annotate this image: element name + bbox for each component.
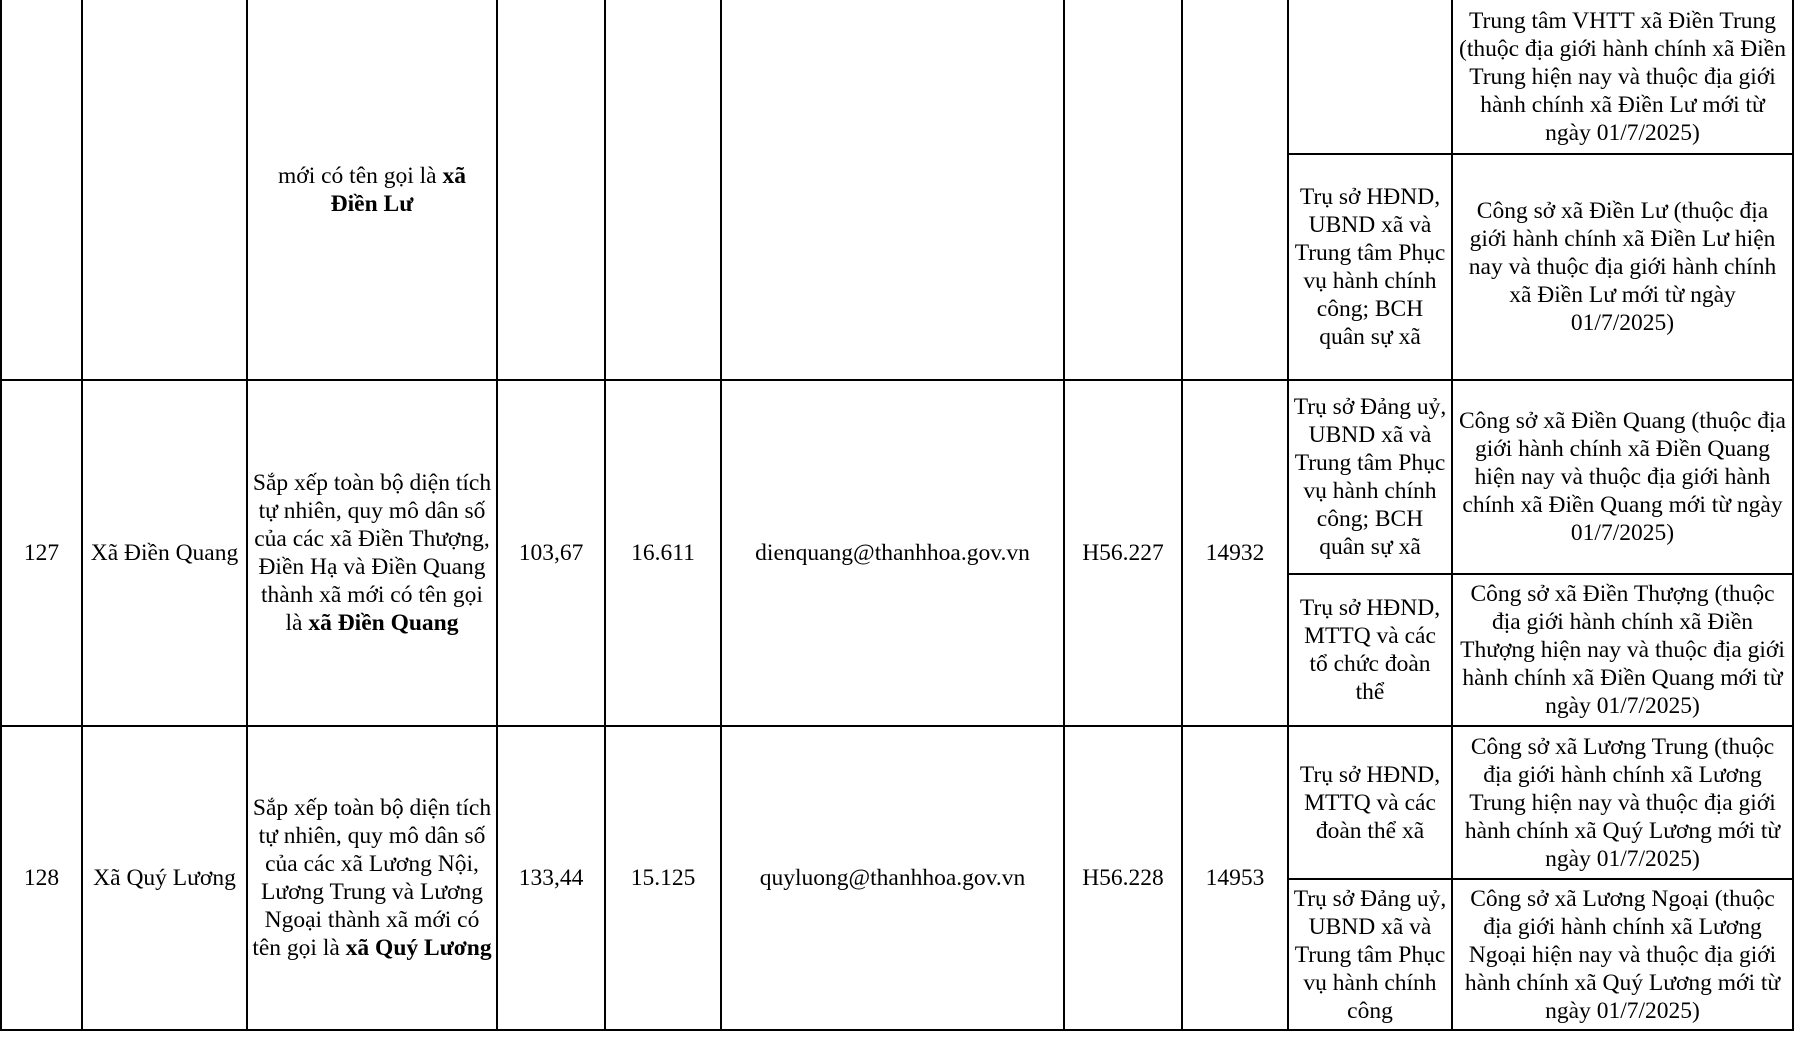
area-cell: 133,44 (497, 726, 605, 1030)
table-row (1, 726, 1793, 879)
page-bottom-margin (0, 1032, 1794, 1038)
office-location-cell: Trung tâm VHTT xã Điền Trung (thuộc địa giới hành chính xã Điền Trung hiện nay và thuộc địa giới hành chính xã Điền Lư mới từ ngày 01/7/2025) (1452, 0, 1793, 154)
table-row (1, 380, 1793, 574)
code1-cell (1064, 0, 1182, 380)
table-row (1, 0, 1793, 154)
new-name-cell: Xã Quý Lương (82, 726, 247, 1030)
email-cell: quyluong@thanhhoa.gov.vn (721, 726, 1064, 1030)
office-location-cell: Công sở xã Điền Thượng (thuộc địa giới hành chính xã Điền Thượng hiện nay và thuộc địa giới hành chính xã Điền Quang mới từ ngày 01/7/2025) (1452, 574, 1793, 726)
code2-cell: 14953 (1182, 726, 1288, 1030)
stt-cell (1, 0, 82, 380)
office-location-cell: Công sở xã Điền Quang (thuộc địa giới hành chính xã Điền Quang hiện nay và thuộc địa giới hành chính xã Điền Quang mới từ ngày 01/7/2025) (1452, 380, 1793, 574)
office-unit-cell: Trụ sở HĐND, MTTQ và các đoàn thể xã (1288, 726, 1452, 879)
office-unit-cell (1288, 0, 1452, 154)
area-cell (497, 0, 605, 380)
office-location-cell: Công sở xã Lương Trung (thuộc địa giới hành chính xã Lương Trung hiện nay và thuộc địa giới hành chính xã Quý Lương mới từ ngày 01/7/2025) (1452, 726, 1793, 879)
office-unit-cell: Trụ sở HĐND, UBND xã và Trung tâm Phục vụ hành chính công; BCH quân sự xã (1288, 154, 1452, 380)
plan-text: Sắp xếp toàn bộ diện tích tự nhiên, quy mô dân số của các xã Điền Thượng, Điền Hạ và Điền Quang thành xã mới có tên gọi là (252, 470, 492, 636)
new-name-cell (82, 0, 247, 380)
population-cell (605, 0, 721, 380)
code1-cell: H56.228 (1064, 726, 1182, 1030)
office-unit-cell: Trụ sở Đảng uỷ, UBND xã và Trung tâm Phục vụ hành chính công; BCH quân sự xã (1288, 380, 1452, 574)
stt-cell: 128 (1, 726, 82, 1030)
plan-new-name: xã Điền Lư (330, 162, 466, 217)
office-unit-cell: Trụ sở Đảng uỷ, UBND xã và Trung tâm Phục vụ hành chính công (1288, 879, 1452, 1030)
plan-text: Sắp xếp toàn bộ diện tích tự nhiên, quy mô dân số của các xã Lương Nội, Lương Trung và Lương Ngoại thành xã mới có tên gọi là (252, 795, 492, 961)
plan-new-name: xã Quý Lương (345, 935, 492, 961)
population-cell: 15.125 (605, 726, 721, 1030)
population-cell: 16.611 (605, 380, 721, 726)
code2-cell: 14932 (1182, 380, 1288, 726)
code1-cell: H56.227 (1064, 380, 1182, 726)
email-cell: dienquang@thanhhoa.gov.vn (721, 380, 1064, 726)
office-location-cell: Công sở xã Lương Ngoại (thuộc địa giới hành chính xã Lương Ngoại hiện nay và thuộc địa giới hành chính xã Quý Lương mới từ ngày 01/7/2025) (1452, 879, 1793, 1030)
office-unit-cell: Trụ sở HĐND, MTTQ và các tổ chức đoàn thể (1288, 574, 1452, 726)
code2-cell (1182, 0, 1288, 380)
plan-text: mới có tên gọi là (278, 162, 443, 189)
email-cell (721, 0, 1064, 380)
plan-cell (247, 0, 497, 380)
office-location-cell: Công sở xã Điền Lư (thuộc địa giới hành chính xã Điền Lư hiện nay và thuộc địa giới hành chính xã Điền Lư mới từ ngày 01/7/2025) (1452, 154, 1793, 380)
plan-cell (247, 380, 497, 726)
area-cell: 103,67 (497, 380, 605, 726)
plan-cell (247, 726, 497, 1030)
plan-new-name: xã Điền Quang (308, 610, 459, 636)
new-name-cell: Xã Điền Quang (82, 380, 247, 726)
stt-cell: 127 (1, 380, 82, 726)
